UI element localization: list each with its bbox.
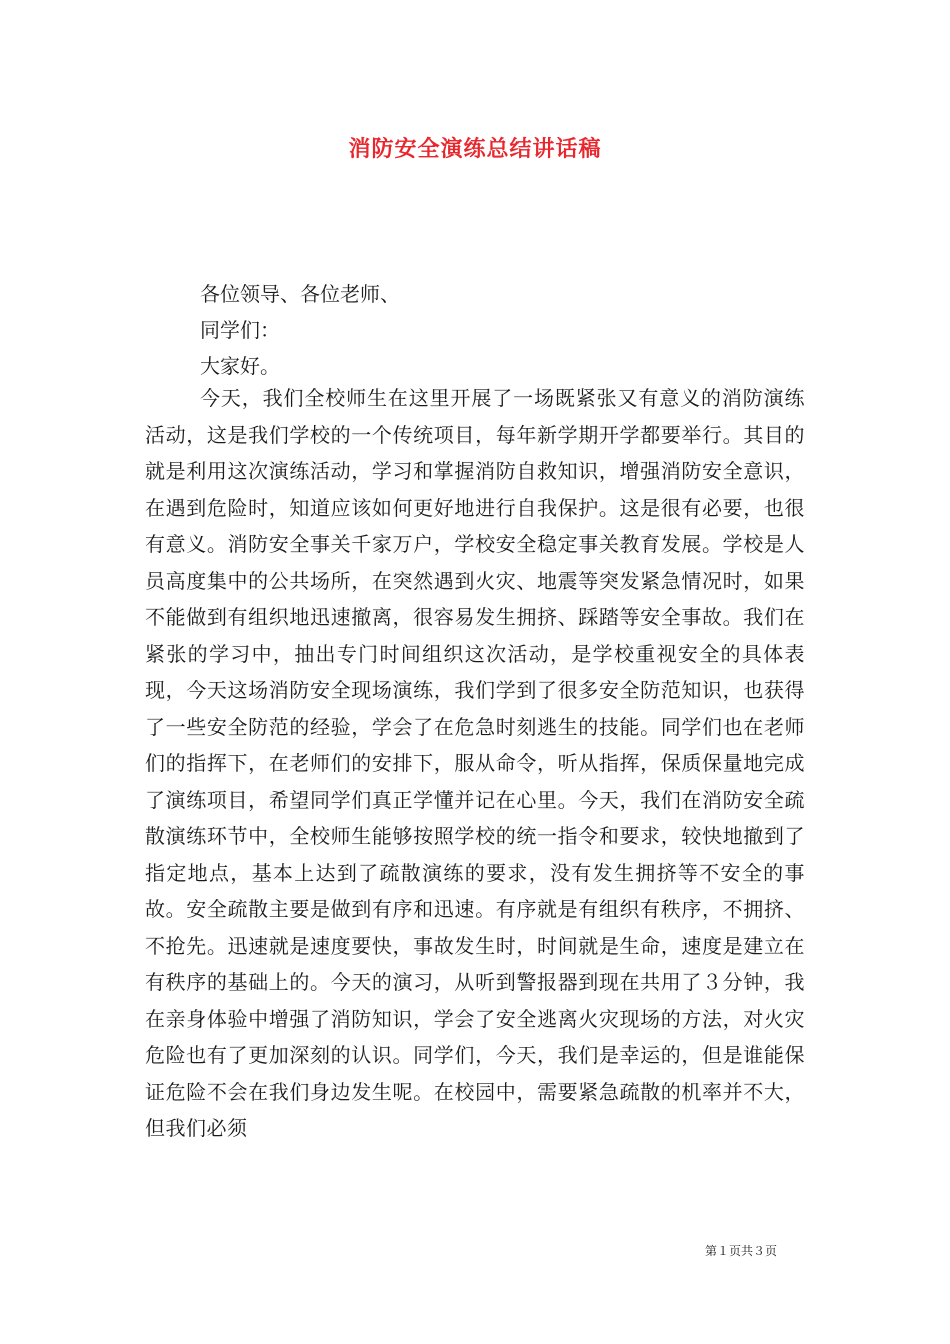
salutation-line-3: 大家好。 xyxy=(200,354,280,378)
page-footer: 第１页共３页 xyxy=(705,1244,778,1258)
salutation-line-1: 各位领导、各位老师、 xyxy=(200,282,400,306)
document-title: 消防安全演练总结讲话稿 xyxy=(348,136,602,162)
body-paragraph: 今天，我们全校师生在这里开展了一场既紧张又有意义的消防演练活动，这是我们学校的一个传统项目，每年新学期开学都要举行。其目的就是利用这次演练活动，学习和掌握消防自救知识，增强消防安全意识，在遇到危险时，知道应该如何更好地进行自我保护。这是很有必要，也很有意义。消防安全事关千家万户，学校安全稳定事关教育发展。学校是人员高度集中的公共场所，在突然遇到火灾、地震等突发紧急情况时，如果不能做到有组织地迅速撤离，很容易发生拥挤、踩踏等安全事故。我们在紧张的学习中，抽出专门时间组织这次活动，是学校重视安全的具体表现，今天这场消防安全现场演练，我们学到了很多安全防范知识，也获得了一些安全防范的经验，学会了在危急时刻逃生的技能。同学们也在老师们的指挥下，在老师们的安排下，服从命令，听从指挥，保质保量地完成了演练项目，希望同学们真正学懂并记在心里。今天，我们在消防安全疏散演练环节中，全校师生能够按照学校的统一指令和要求，较快地撤到了指定地点，基本上达到了疏散演练的要求，没有发生拥挤等不安全的事故。安全疏散主要是做到有序和迅速。有序就是有组织有秩序，不拥挤、不抢先。迅速就是速度要快，事故发生时，时间就是生命，速度是建立在有秩序的基础上的。今天的演习，从听到警报器到现在共用了３分钟，我在亲身体验中增强了消防知识，学会了安全逃离火灾现场的方法，对火灾危险也有了更加深刻的认识。同学们，今天，我们是幸运的，但是谁能保证危险不会在我们身边发生呢。在校园中，需要紧急疏散的机率并不大，但我们必须 xyxy=(145,386,805,1140)
salutation-line-2: 同学们： xyxy=(200,318,280,342)
